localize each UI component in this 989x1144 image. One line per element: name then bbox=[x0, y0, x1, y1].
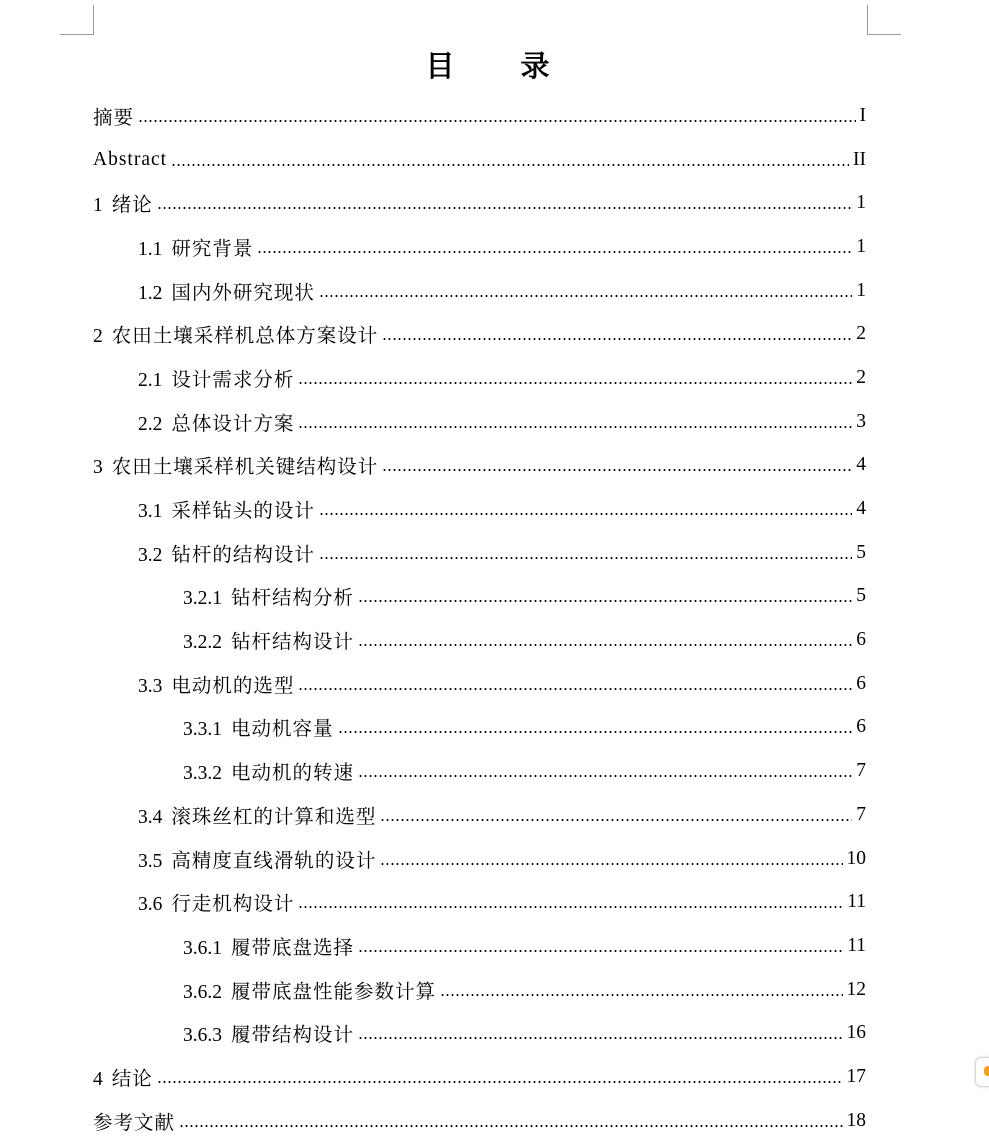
toc-entry-label bbox=[93, 1063, 153, 1091]
dot-leader bbox=[358, 775, 852, 777]
toc-entry-page: 7 bbox=[856, 760, 866, 782]
toc-entry-number: 3.6.2 bbox=[183, 981, 222, 1003]
toc-entry-label bbox=[138, 801, 376, 829]
toc-entry-text: 滚珠丝杠的计算和选型 bbox=[171, 806, 377, 828]
toc-entry-number: 1.1 bbox=[138, 238, 163, 260]
toc-entry-number: 3.1 bbox=[138, 501, 163, 523]
dot-leader bbox=[358, 950, 843, 952]
toc-entry-label bbox=[93, 1107, 175, 1135]
toc-entry-text: 履带底盘性能参数计算 bbox=[231, 981, 437, 1003]
toc-entry-number: 3.6 bbox=[138, 894, 163, 916]
toc-entry[interactable] bbox=[93, 968, 866, 1012]
dot-leader bbox=[358, 1037, 842, 1039]
toc-entry-label bbox=[93, 189, 153, 217]
toc-entry-label bbox=[183, 713, 334, 741]
toc-entry[interactable] bbox=[93, 662, 866, 706]
toc-entry-page: 11 bbox=[847, 891, 866, 913]
dot-leader bbox=[380, 819, 852, 821]
toc-entry-page: 3 bbox=[856, 410, 866, 432]
toc-entry-text: 电动机的转速 bbox=[231, 763, 355, 785]
toc-entry-page: 6 bbox=[856, 672, 866, 694]
toc-entry-number: 3.3.1 bbox=[183, 719, 222, 741]
toc-entry-number: 4 bbox=[93, 1068, 103, 1090]
toc-entry-label bbox=[138, 888, 294, 916]
toc-entry-page: 16 bbox=[846, 1022, 866, 1044]
toc-entry-text: 结论 bbox=[111, 1068, 153, 1090]
toc-entry-number: 3 bbox=[93, 457, 103, 479]
toc-entry-number: 3.6.1 bbox=[183, 937, 222, 959]
dot-leader bbox=[358, 600, 852, 602]
toc-entry-number: 2.2 bbox=[138, 413, 163, 435]
toc-entry[interactable] bbox=[93, 531, 866, 575]
dot-leader bbox=[157, 1081, 843, 1083]
toc-entry-label bbox=[138, 364, 294, 392]
toc-entry-label bbox=[183, 626, 354, 654]
toc-entry-text: 设计需求分析 bbox=[171, 369, 295, 391]
dot-leader bbox=[298, 688, 852, 690]
toc-entry[interactable] bbox=[93, 181, 866, 225]
toc-entry-text: 国内外研究现状 bbox=[171, 282, 315, 304]
toc-entry[interactable] bbox=[93, 225, 866, 269]
toc-entry-number: 3.6.3 bbox=[183, 1025, 222, 1047]
toc-entry-number: 2 bbox=[93, 326, 103, 348]
toc-entry-text: 研究背景 bbox=[171, 238, 254, 260]
toc-entry[interactable] bbox=[93, 575, 866, 619]
toc-entry-number: 3.3.2 bbox=[183, 763, 222, 785]
toc-entry-number: 3.2.1 bbox=[183, 588, 222, 610]
toc-entry[interactable] bbox=[93, 749, 866, 793]
toc-entry-number: 1.2 bbox=[138, 282, 163, 304]
table-of-contents bbox=[93, 94, 866, 1143]
dot-leader bbox=[298, 426, 852, 428]
toc-entry-page: 6 bbox=[856, 629, 866, 651]
toc-entry-page: 1 bbox=[856, 192, 866, 214]
toc-entry-text: 农田土壤采样机总体方案设计 bbox=[111, 326, 379, 348]
dot-leader bbox=[382, 469, 852, 471]
toc-entry-text: 履带底盘选择 bbox=[231, 937, 355, 959]
toc-entry-text: 钻杆结构分析 bbox=[231, 588, 355, 610]
toc-entry-page: 1 bbox=[856, 279, 866, 301]
dot-leader bbox=[382, 338, 852, 340]
toc-entry-number: 1 bbox=[93, 195, 103, 217]
toc-entry-page: 12 bbox=[846, 978, 866, 1000]
toc-entry[interactable] bbox=[93, 924, 866, 968]
toc-entry[interactable] bbox=[93, 444, 866, 488]
dot-leader bbox=[298, 382, 852, 384]
toc-entry-number: 3.2.2 bbox=[183, 632, 222, 654]
toc-entry-page: 11 bbox=[847, 934, 866, 956]
toc-entry-label bbox=[138, 495, 315, 523]
toc-entry-text: 电动机的选型 bbox=[171, 675, 295, 697]
dot-leader bbox=[138, 120, 855, 122]
toc-entry[interactable] bbox=[93, 487, 866, 531]
toc-entry-text: 钻杆结构设计 bbox=[231, 632, 355, 654]
toc-entry-page: I bbox=[859, 104, 866, 126]
toc-entry[interactable] bbox=[93, 880, 866, 924]
toc-entry-text: 绪论 bbox=[111, 195, 153, 217]
toc-entry-page: 6 bbox=[856, 716, 866, 738]
dot-leader bbox=[257, 251, 852, 253]
toc-entry-page: 2 bbox=[856, 323, 866, 345]
toc-entry-number: 2.1 bbox=[138, 369, 163, 391]
toc-entry-number: 3.4 bbox=[138, 806, 163, 828]
dot-leader bbox=[338, 731, 853, 733]
toc-entry-page: 7 bbox=[856, 803, 866, 825]
toc-entry-label bbox=[183, 582, 354, 610]
toc-entry-page: 10 bbox=[846, 847, 866, 869]
toc-entry-text: 摘要 bbox=[93, 107, 135, 129]
toc-entry[interactable] bbox=[93, 400, 866, 444]
toc-entry-text: 参考文献 bbox=[93, 1112, 176, 1134]
toc-entry[interactable] bbox=[93, 1011, 866, 1055]
toc-entry-text: 行走机构设计 bbox=[171, 894, 295, 916]
dot-leader bbox=[319, 557, 852, 559]
toc-entry-number: 3.3 bbox=[138, 675, 163, 697]
toc-entry-label bbox=[138, 277, 315, 305]
toc-entry-label bbox=[93, 102, 134, 130]
toc-entry-label bbox=[138, 539, 315, 567]
toc-entry-label bbox=[138, 408, 294, 436]
toc-entry-number: 3.2 bbox=[138, 544, 163, 566]
toc-entry-page: 4 bbox=[856, 454, 866, 476]
toc-entry[interactable] bbox=[93, 793, 866, 837]
toc-entry-label bbox=[183, 757, 354, 785]
toc-entry-text: 采样钻头的设计 bbox=[171, 501, 315, 523]
toc-entry-page: 5 bbox=[856, 585, 866, 607]
toc-entry[interactable] bbox=[93, 618, 866, 662]
toc-entry-label bbox=[138, 845, 376, 873]
toc-entry-label bbox=[183, 976, 436, 1004]
toc-entry-page: 4 bbox=[856, 498, 866, 520]
toc-entry[interactable] bbox=[93, 138, 866, 182]
toc-entry-text: 履带结构设计 bbox=[231, 1025, 355, 1047]
toc-title: 目 录 bbox=[425, 49, 578, 83]
toc-entry-label bbox=[183, 932, 354, 960]
toc-entry[interactable] bbox=[93, 312, 866, 356]
dot-leader bbox=[380, 863, 842, 865]
toc-entry-text: 农田土壤采样机关键结构设计 bbox=[111, 457, 379, 479]
toc-entry-page: 17 bbox=[846, 1065, 866, 1087]
toc-entry-label bbox=[93, 149, 167, 171]
toc-entry-label bbox=[93, 320, 378, 348]
crop-mark-top-left bbox=[60, 5, 94, 35]
toc-entry[interactable] bbox=[93, 1055, 866, 1099]
toc-entry-label bbox=[93, 451, 378, 479]
assistant-icon bbox=[984, 1066, 989, 1076]
toc-entry-text: 高精度直线滑轨的设计 bbox=[171, 850, 377, 872]
dot-leader bbox=[171, 164, 849, 166]
toc-entry-page: 1 bbox=[856, 235, 866, 257]
toc-entry-label bbox=[138, 233, 253, 261]
dot-leader bbox=[319, 295, 852, 297]
toc-entry-text: 钻杆的结构设计 bbox=[171, 544, 315, 566]
dot-leader bbox=[358, 644, 852, 646]
dot-leader bbox=[319, 513, 852, 515]
toc-entry[interactable] bbox=[93, 1099, 866, 1143]
toc-entry-text: Abstract bbox=[93, 148, 168, 170]
toc-entry-page: 18 bbox=[846, 1109, 866, 1131]
dot-leader bbox=[298, 906, 843, 908]
toc-entry-number: 3.5 bbox=[138, 850, 163, 872]
toc-entry[interactable] bbox=[93, 269, 866, 313]
side-panel-tab[interactable] bbox=[975, 1057, 989, 1087]
toc-entry-page: 2 bbox=[856, 366, 866, 388]
toc-entry[interactable] bbox=[93, 94, 866, 138]
toc-entry-label bbox=[183, 1019, 354, 1047]
toc-entry[interactable] bbox=[93, 706, 866, 750]
dot-leader bbox=[179, 1125, 842, 1127]
toc-entry[interactable] bbox=[93, 356, 866, 400]
toc-entry-text: 电动机容量 bbox=[231, 719, 334, 741]
dot-leader bbox=[157, 207, 852, 209]
crop-mark-top-right bbox=[867, 5, 901, 35]
toc-entry-page: 5 bbox=[856, 541, 866, 563]
toc-entry-label bbox=[138, 670, 294, 698]
toc-entry[interactable] bbox=[93, 837, 866, 881]
dot-leader bbox=[440, 994, 842, 996]
toc-entry-text: 总体设计方案 bbox=[171, 413, 295, 435]
toc-entry-page: II bbox=[853, 148, 866, 170]
